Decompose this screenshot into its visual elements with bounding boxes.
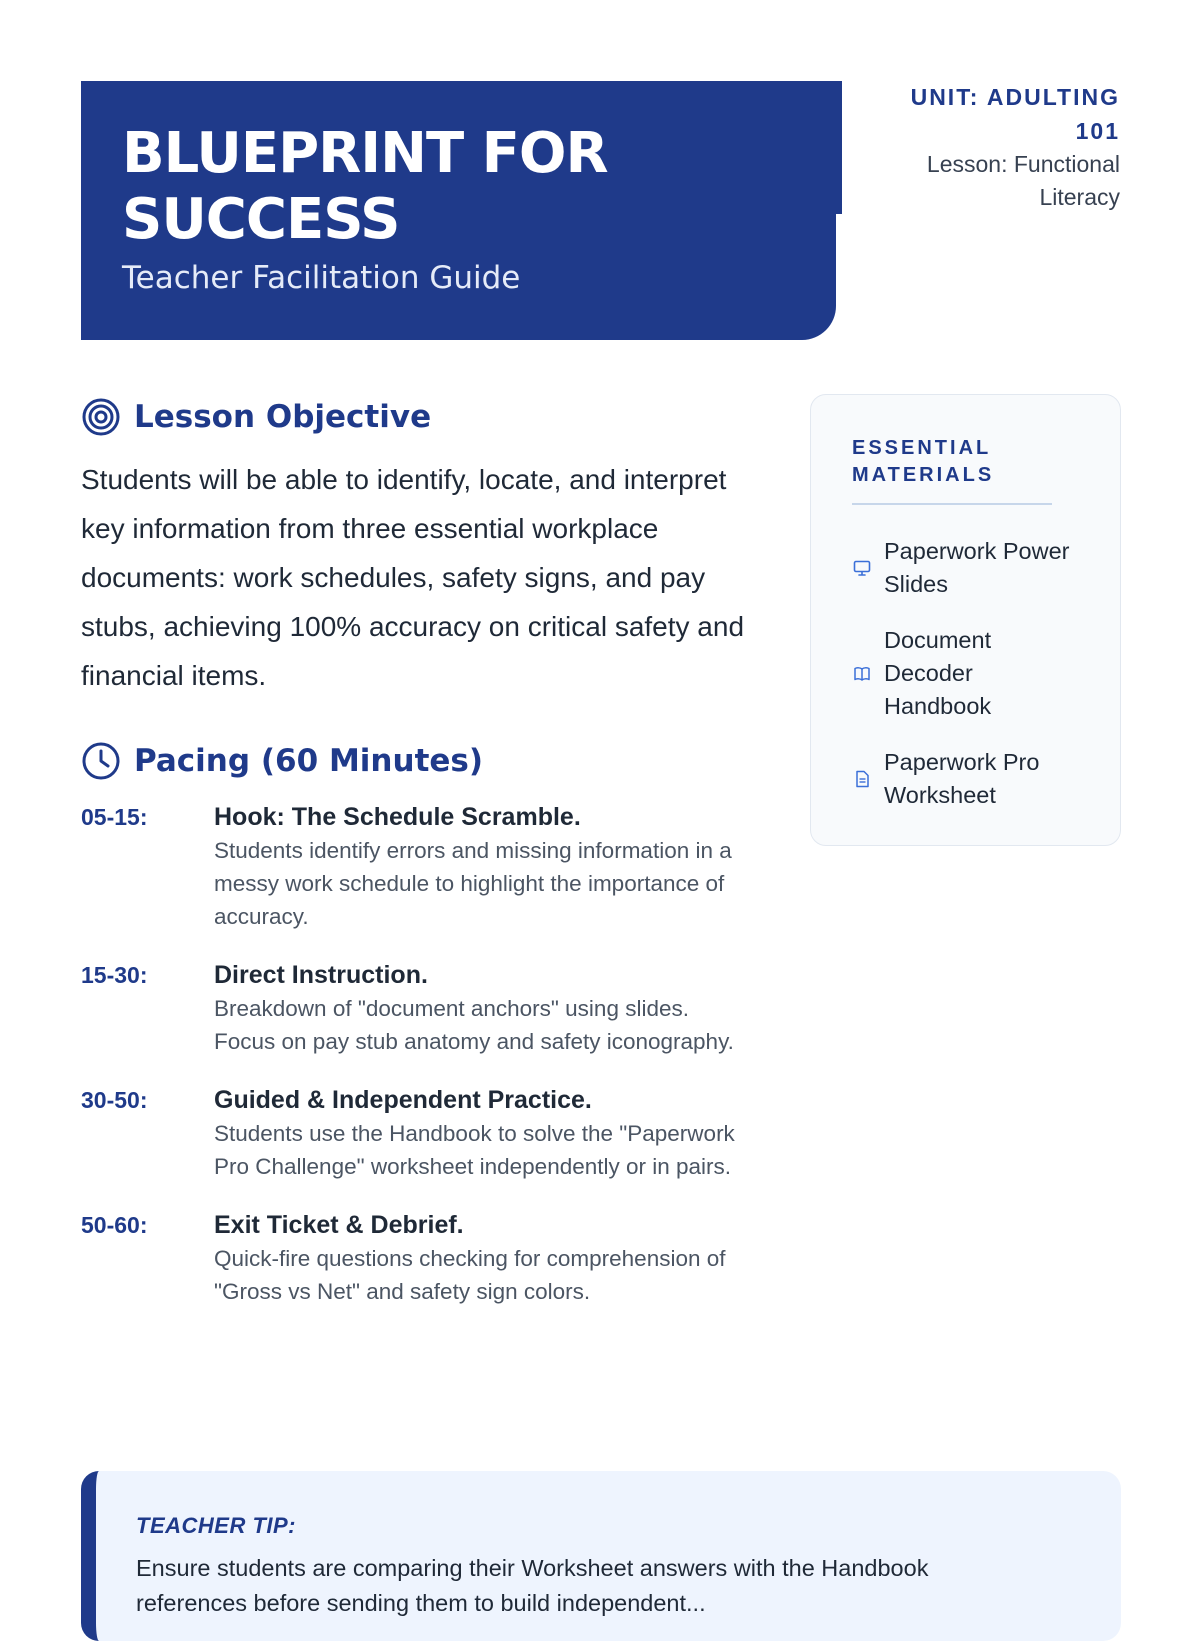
book-icon (852, 664, 872, 684)
unit-label: UNIT: ADULTING 101 (910, 84, 1120, 144)
page-subtitle: Teacher Facilitation Guide (122, 260, 521, 296)
pacing-list (81, 800, 771, 1333)
materials-heading: ESSENTIAL MATERIALS (852, 435, 1052, 505)
pacing-title: Direct Instruction. (214, 961, 428, 989)
objective-heading-label: Lesson Objective (134, 399, 432, 435)
pacing-time: 50-60: (81, 1212, 148, 1238)
objective-text: Students will be able to identify, locate, and interpret key information from three essential workplace documents: work schedules, safety signs, and pay stubs, achieving 100% accuracy on critical safety and financial items. (81, 464, 745, 691)
teacher-tip-heading: TEACHER TIP: (136, 1513, 296, 1538)
target-icon (81, 397, 121, 437)
document-icon (852, 769, 872, 789)
material-label: Paperwork Pro Worksheet (884, 749, 1040, 808)
page-title: BLUEPRINT FOR SUCCESS (122, 121, 608, 252)
pacing-description: Breakdown of "document anchors" using slides. Focus on pay stub anatomy and safety iconography. (214, 996, 734, 1054)
materials-list (852, 535, 1079, 812)
pacing-title: Guided & Independent Practice. (214, 1086, 592, 1114)
pacing-time: 15-30: (81, 962, 148, 988)
material-label: Paperwork Power Slides (884, 538, 1070, 597)
lesson-label: Lesson: Functional Literacy (926, 151, 1120, 210)
teacher-tip-text: Ensure students are comparing their Worksheet answers with the Handbook references before sending them to build independent... (136, 1555, 929, 1616)
pacing-title: Exit Ticket & Debrief. (214, 1211, 464, 1239)
teacher-tip-box (81, 1471, 1121, 1641)
pacing-title: Hook: The Schedule Scramble. (214, 803, 581, 831)
pacing-heading-label: Pacing (60 Minutes) (134, 743, 484, 779)
material-item (852, 535, 1079, 601)
objective-heading (81, 397, 431, 437)
material-label: Document Decoder Handbook (884, 627, 992, 719)
pacing-time: 30-50: (81, 1087, 148, 1113)
pacing-item (81, 800, 771, 933)
pacing-item (81, 958, 771, 1058)
unit-info (860, 80, 1120, 214)
monitor-icon (852, 558, 872, 578)
pacing-description: Students use the Handbook to solve the "Paperwork Pro Challenge" worksheet independently or in pairs. (214, 1121, 735, 1179)
clock-icon (81, 741, 121, 781)
pacing-heading (81, 741, 483, 781)
pacing-time: 05-15: (81, 804, 148, 830)
material-item (852, 624, 1079, 723)
material-item (852, 746, 1079, 812)
pacing-item (81, 1208, 771, 1308)
title-banner (81, 81, 836, 340)
pacing-item (81, 1083, 771, 1183)
pacing-description: Students identify errors and missing information in a messy work schedule to highlight the importance of accuracy. (214, 838, 732, 929)
materials-card (810, 394, 1121, 846)
pacing-description: Quick-fire questions checking for comprehension of "Gross vs Net" and safety sign colors. (214, 1246, 726, 1304)
